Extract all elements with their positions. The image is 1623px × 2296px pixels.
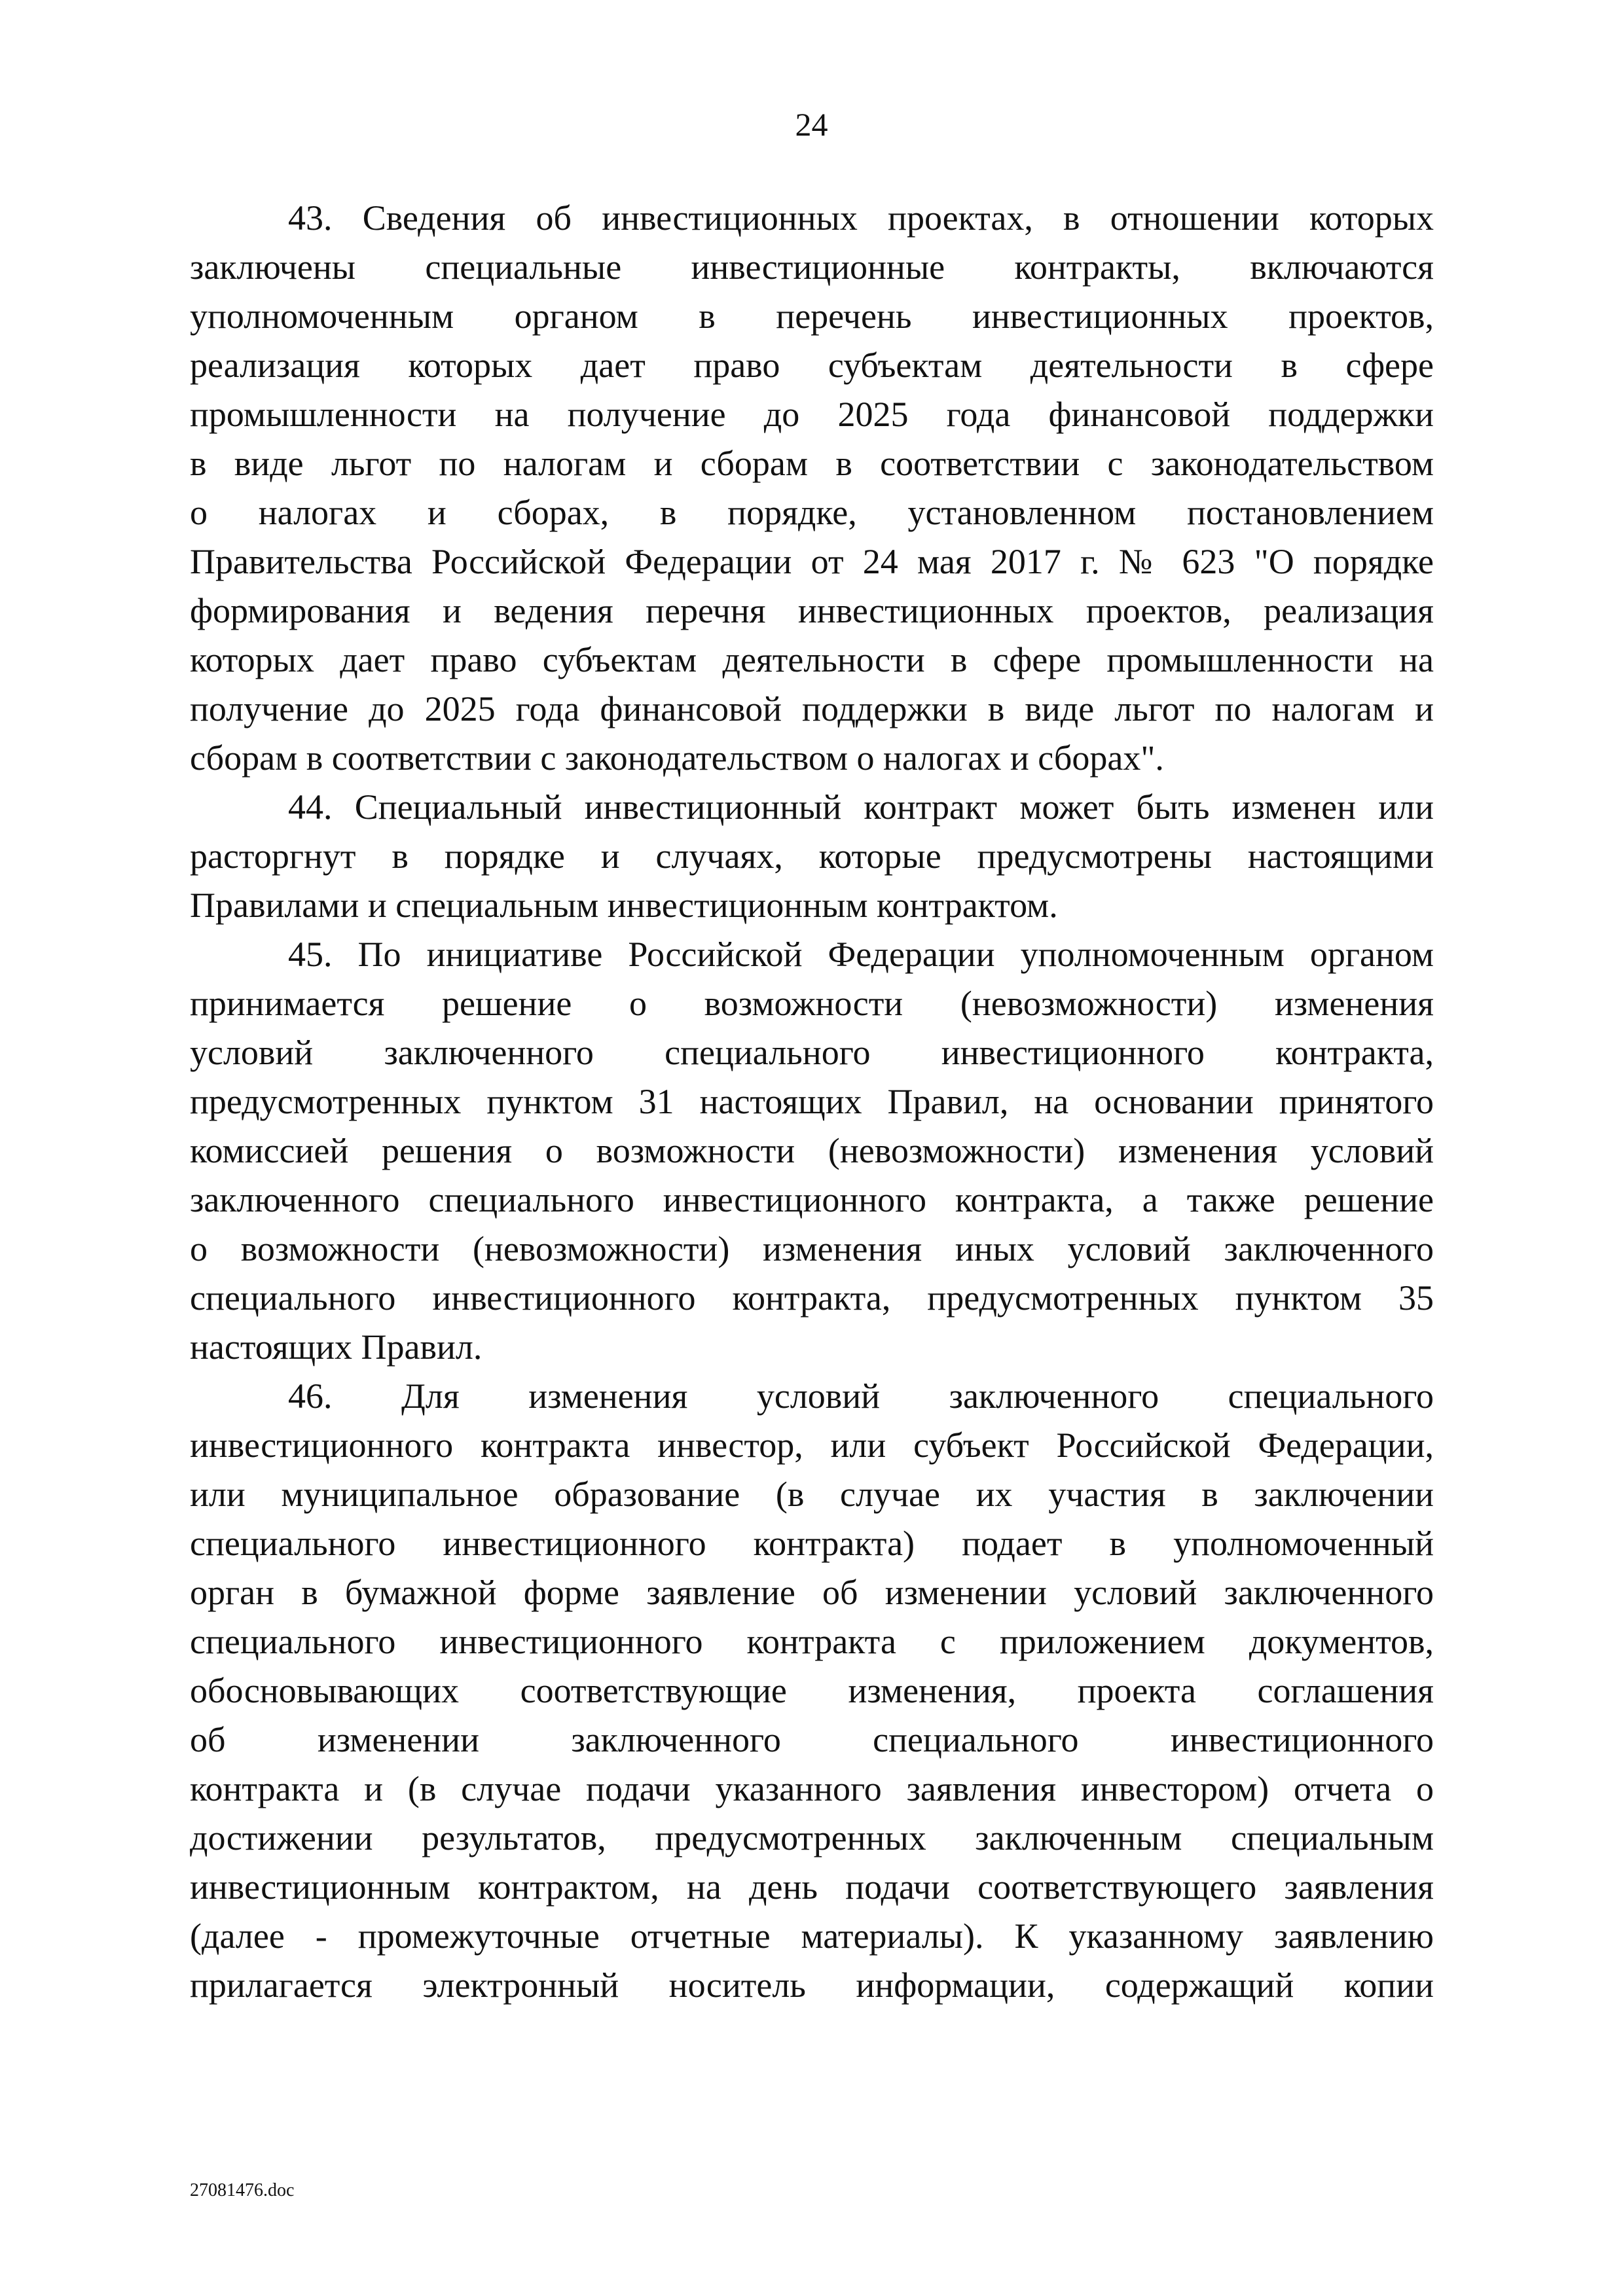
text-line: достижении результатов, предусмотренных заключенным специальным: [190, 1818, 1434, 1857]
text-line: 44. Специальный инвестиционный контракт может быть изменен или: [288, 787, 1434, 827]
text-line: условий заключенного специального инвестиционного контракта,: [190, 1033, 1434, 1072]
text-line: заключены специальные инвестиционные контракты, включаются: [190, 247, 1434, 287]
text-line: реализация которых дает право субъектам деятельности в сфере: [190, 346, 1434, 385]
text-line: сборам в соответствии с законодательством о налогах и сборах".: [190, 738, 1164, 778]
text-line: уполномоченным органом в перечень инвестиционных проектов,: [190, 296, 1434, 336]
document-body: [190, 194, 1434, 2010]
text-line: настоящих Правил.: [190, 1327, 483, 1367]
text-line: в виде льгот по налогам и сборам в соответствии с законодательством: [190, 444, 1434, 483]
text-line: об изменении заключенного специального инвестиционного: [190, 1720, 1434, 1759]
text-line: Правительства Российской Федерации от 24 мая 2017 г. № 623 "О порядке: [190, 542, 1434, 581]
document-file-code: 27081476.doc: [190, 2180, 295, 2200]
text-line: орган в бумажной форме заявление об изменении условий заключенного: [190, 1573, 1434, 1612]
text-line: предусмотренных пунктом 31 настоящих Правил, на основании принятого: [190, 1082, 1434, 1121]
text-line: комиссией решения о возможности (невозможности) изменения условий: [190, 1131, 1434, 1170]
text-line: которых дает право субъектам деятельности в сфере промышленности на: [190, 640, 1434, 679]
paragraph-46: [190, 1372, 1434, 2010]
text-line: (далее - промежуточные отчетные материалы). К указанному заявлению: [190, 1916, 1434, 1956]
text-line: формирования и ведения перечня инвестиционных проектов, реализация: [190, 591, 1434, 630]
text-line: 45. По инициативе Российской Федерации уполномоченным органом: [288, 935, 1434, 974]
paragraph-44: [190, 783, 1434, 930]
text-line: о возможности (невозможности) изменения иных условий заключенного: [190, 1229, 1434, 1268]
text-line: получение до 2025 года финансовой поддержки в виде льгот по налогам и: [190, 689, 1434, 728]
page-number: 24: [795, 106, 828, 143]
text-line: промышленности на получение до 2025 года финансовой поддержки: [190, 395, 1434, 434]
text-line: специального инвестиционного контракта) подает в уполномоченный: [190, 1524, 1434, 1563]
text-line: принимается решение о возможности (невозможности) изменения: [190, 984, 1434, 1023]
text-line: инвестиционным контрактом, на день подачи соответствующего заявления: [190, 1867, 1434, 1907]
text-line: о налогах и сборах, в порядке, установленном постановлением: [190, 493, 1434, 532]
paragraph-45: [190, 930, 1434, 1372]
text-line: инвестиционного контракта инвестор, или субъект Российской Федерации,: [190, 1426, 1434, 1465]
text-line: контракта и (в случае подачи указанного заявления инвестором) отчета о: [190, 1769, 1434, 1808]
text-line: специального инвестиционного контракта, предусмотренных пунктом 35: [190, 1278, 1434, 1318]
text-line: Правилами и специальным инвестиционным контрактом.: [190, 886, 1058, 925]
text-line: заключенного специального инвестиционного контракта, а также решение: [190, 1180, 1434, 1219]
paragraph-43: [190, 194, 1434, 783]
text-line: расторгнут в порядке и случаях, которые предусмотрены настоящими: [190, 836, 1434, 876]
text-line: специального инвестиционного контракта с приложением документов,: [190, 1622, 1434, 1661]
text-line: 43. Сведения об инвестиционных проектах, в отношении которых: [288, 198, 1434, 238]
text-line: прилагается электронный носитель информации, содержащий копии: [190, 1965, 1434, 2005]
text-line: обосновывающих соответствующие изменения, проекта соглашения: [190, 1671, 1434, 1710]
text-line: или муниципальное образование (в случае их участия в заключении: [190, 1475, 1434, 1514]
text-line: 46. Для изменения условий заключенного специального: [288, 1376, 1434, 1416]
